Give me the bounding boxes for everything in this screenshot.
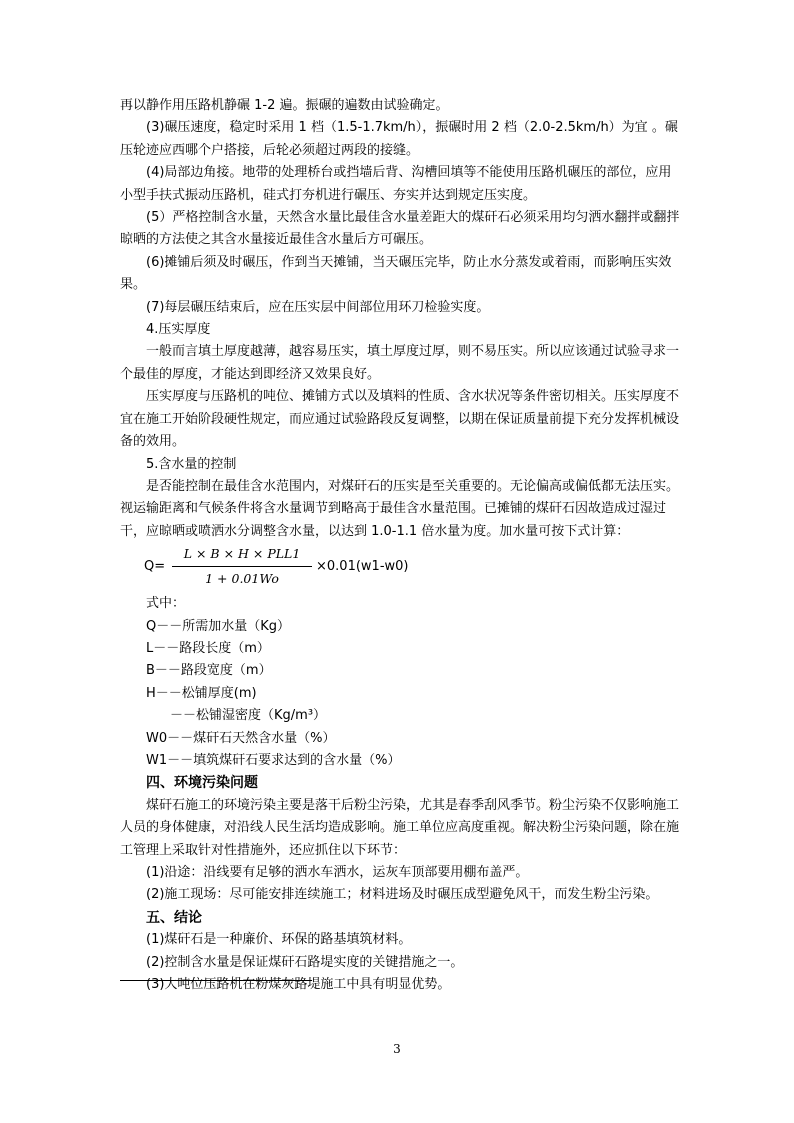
paragraph: (3)碾压速度，稳定时采用 1 档（1.5-1.7km/h），振碾时用 2 档（2.0-2.5km/h）为宜 。碾压轮迹应西哪个户搭接，后轮必须超过两段的接缝。: [120, 120, 678, 158]
formula-numerator: L × B × H × PLL1: [172, 543, 312, 567]
paragraph: (4)局部边角接。地带的处理桥台或挡墙后背、沟槽回填等不能使用压路机碾压的部位，应用小型手扶式振动压路机，硅式打夯机进行碾压、夯实并达到规定压实度。: [120, 165, 672, 203]
conclusion-item: (1)煤矸石是一种廉价、环保的路基填筑材料。: [146, 932, 412, 948]
footnote-separator: [120, 980, 312, 981]
formula-fraction: [172, 543, 312, 590]
formula-label: Q=: [144, 559, 166, 575]
paragraph: (1)沿途：沿线要有足够的洒水车洒水，运灰车顶部要用棚布盖严。: [146, 865, 529, 880]
paragraph: (6)摊铺后须及时碾压，作到当天摊铺，当天碾压完毕，防止水分蒸发或着雨，而影响压实效果。: [120, 254, 672, 293]
paragraph: 煤矸石施工的环境污染主要是落干后粉尘污染，尤其是春季刮风季节。粉尘污染不仅影响施工人员的身体健康，对沿线人民生活均造成影响。施工单位应高度重视。解决粉尘污染问题，除在施工管理上采取针对性措施外，还应抓住以下环节：: [120, 797, 680, 858]
paragraph: 一般而言填土厚度越薄，越容易压实，填土厚度过厚，则不易压实。所以应该通过试验寻求一个最佳的厚度，才能达到即经济又效果良好。: [120, 344, 680, 382]
paragraph: 压实厚度与压路机的吨位、摊铺方式以及填料的性质、含水状况等条件密切相关。压实厚度不宜在施工开始阶段硬性规定，而应通过试验路段反复调整，以期在保证质量前提下充分发挥机械设备的效用。: [120, 389, 680, 450]
legend-item: B－－路段宽度（m）: [146, 663, 272, 679]
body-text: [120, 95, 680, 996]
conclusion-item: (2)控制含水量是保证煤矸石路堤实度的关键措施之一。: [146, 954, 464, 970]
formula-denominator: 1 + 0.01Wo: [205, 571, 279, 587]
paragraph: 是否能控制在最佳含水范围内，对煤矸石的压实是至关重要的。无论偏高或偏低都无法压实。视运输距离和气候条件将含水量调节到略高于最佳含水量范围。已摊铺的煤矸石因故造成过湿过干，应晾晒或喷洒水分调整含水量，以达到 1.0-1.1 倍水量为度。加水量可按下式计算：: [120, 478, 680, 539]
section-heading: 四、环境污染问题: [146, 775, 258, 792]
legend-item: 式中：: [146, 596, 186, 612]
legend-item: W0－－煤矸石天然含水量（%）: [146, 730, 336, 746]
paragraph: (5）严格控制含水量，天然含水量比最佳含水量差距大的煤矸石必须采用均匀洒水翻拌或翻拌晾晒的方法使之其含水量接近最佳含水量后方可碾压。: [120, 210, 680, 248]
page-number: 3: [393, 1042, 401, 1056]
legend-item: Q－－所需加水量（Kg）: [146, 618, 291, 634]
conclusion-item: (3)大吨位压路机在粉煤灰路堤施工中具有明显优势。: [146, 977, 451, 993]
paragraph: (2)施工现场：尽可能安排连续施工；材料进场及时碾压成型避免风干，而发生粉尘污染。: [146, 887, 659, 903]
subheading: 5.含水量的控制: [146, 456, 237, 472]
paragraph: (7)每层碾压结束后，应在压实层中间部位用环刀检验实度。: [146, 299, 490, 315]
subheading: 4.压实厚度: [146, 322, 211, 338]
legend-item: －－松铺湿密度（Kg/m³）: [170, 708, 327, 724]
paragraph: 再以静作用压路机静碾 1-2 遍。振碾的遍数由试验确定。: [120, 98, 449, 113]
legend-item: H－－松铺厚度(m): [146, 685, 257, 701]
section-heading: 五、结论: [146, 909, 202, 926]
formula-tail: ×0.01(w1-w0): [316, 559, 409, 575]
water-formula: [144, 543, 680, 593]
legend-item: W1－－填筑煤矸石要求达到的含水量（%）: [146, 752, 401, 768]
legend-item: L－－路段长度（m）: [146, 640, 270, 656]
